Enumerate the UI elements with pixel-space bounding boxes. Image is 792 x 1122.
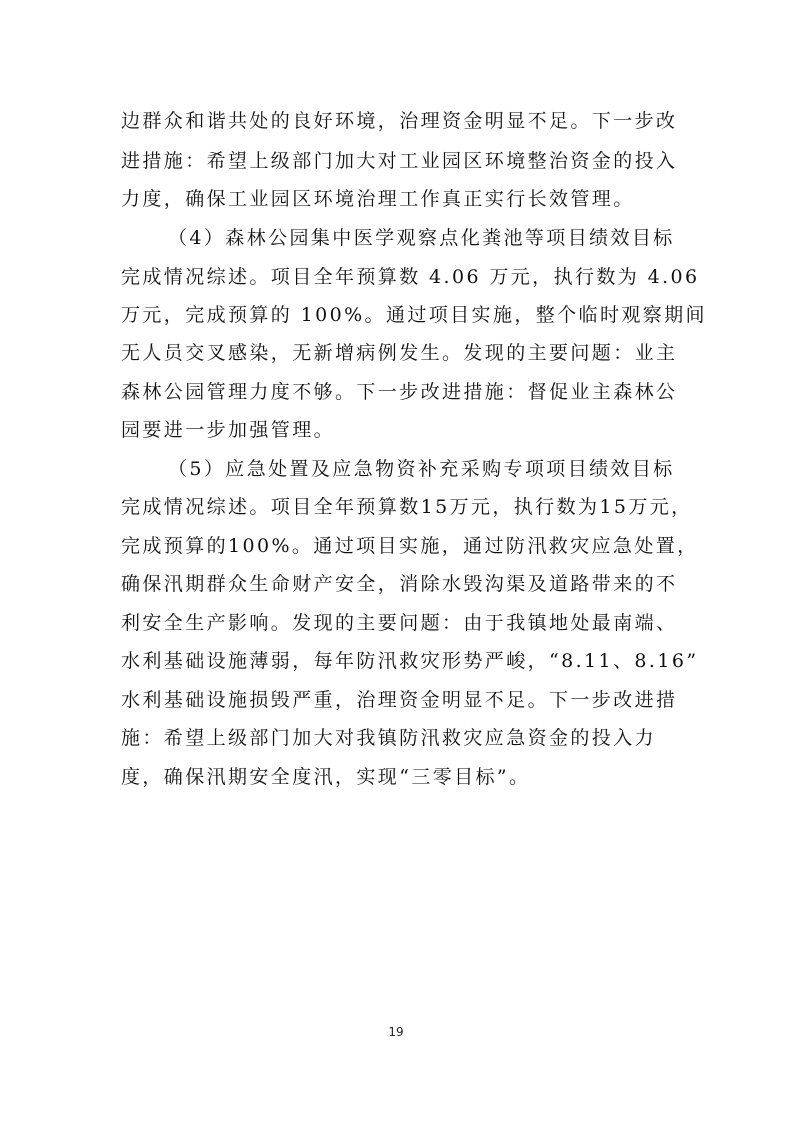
text-line: 水利基础设施损毁严重，治理资金明显不足。下一步改进措 [121, 689, 678, 711]
text-line: 完成情况综述。项目全年预算数 4.06 万元，执行数为 4.06 [121, 266, 700, 288]
text-line: 施：希望上级部门加大对我镇防汛救灾应急资金的投入力 [121, 727, 657, 749]
paragraph-4-heading-line: （4）森林公园集中医学观察点化粪池等项目绩效目标 [168, 227, 675, 249]
text-line: 万元，完成预算的 100%。通过项目实施，整个临时观察期间 [121, 304, 707, 326]
page-number: 19 [388, 1025, 404, 1039]
text-line: 园要进一步加强管理。 [121, 419, 336, 441]
paragraph-5-heading-line: （5）应急处置及应急物资补充采购专项项目绩效目标 [168, 458, 675, 480]
text-line: 利安全生产影响。发现的主要问题：由于我镇地处最南端、 [121, 612, 678, 634]
text-line: 力度，确保工业园区环境治理工作真正实行长效管理。 [121, 188, 635, 210]
text-line: 完成预算的100%。通过项目实施，通过防汛救灾应急处置， [121, 535, 699, 557]
text-line: 森林公园管理力度不够。下一步改进措施：督促业主森林公 [121, 381, 678, 403]
text-line: 进措施：希望上级部门加大对工业园区环境整治资金的投入 [121, 150, 678, 172]
text-line: 无人员交叉感染，无新增病例发生。发现的主要问题：业主 [121, 342, 678, 364]
text-line: 度，确保汛期安全度汛，实现“三零目标”。 [121, 766, 531, 788]
text-line: 边群众和谐共处的良好环境，治理资金明显不足。下一步改 [121, 110, 678, 132]
text-line: 水利基础设施薄弱，每年防汛救灾形势严峻，“8.11、8.16” [121, 650, 699, 672]
text-line: 完成情况综述。项目全年预算数15万元，执行数为15万元， [121, 496, 693, 518]
text-line: 确保汛期群众生命财产安全，消除水毁沟渠及道路带来的不 [121, 573, 678, 595]
